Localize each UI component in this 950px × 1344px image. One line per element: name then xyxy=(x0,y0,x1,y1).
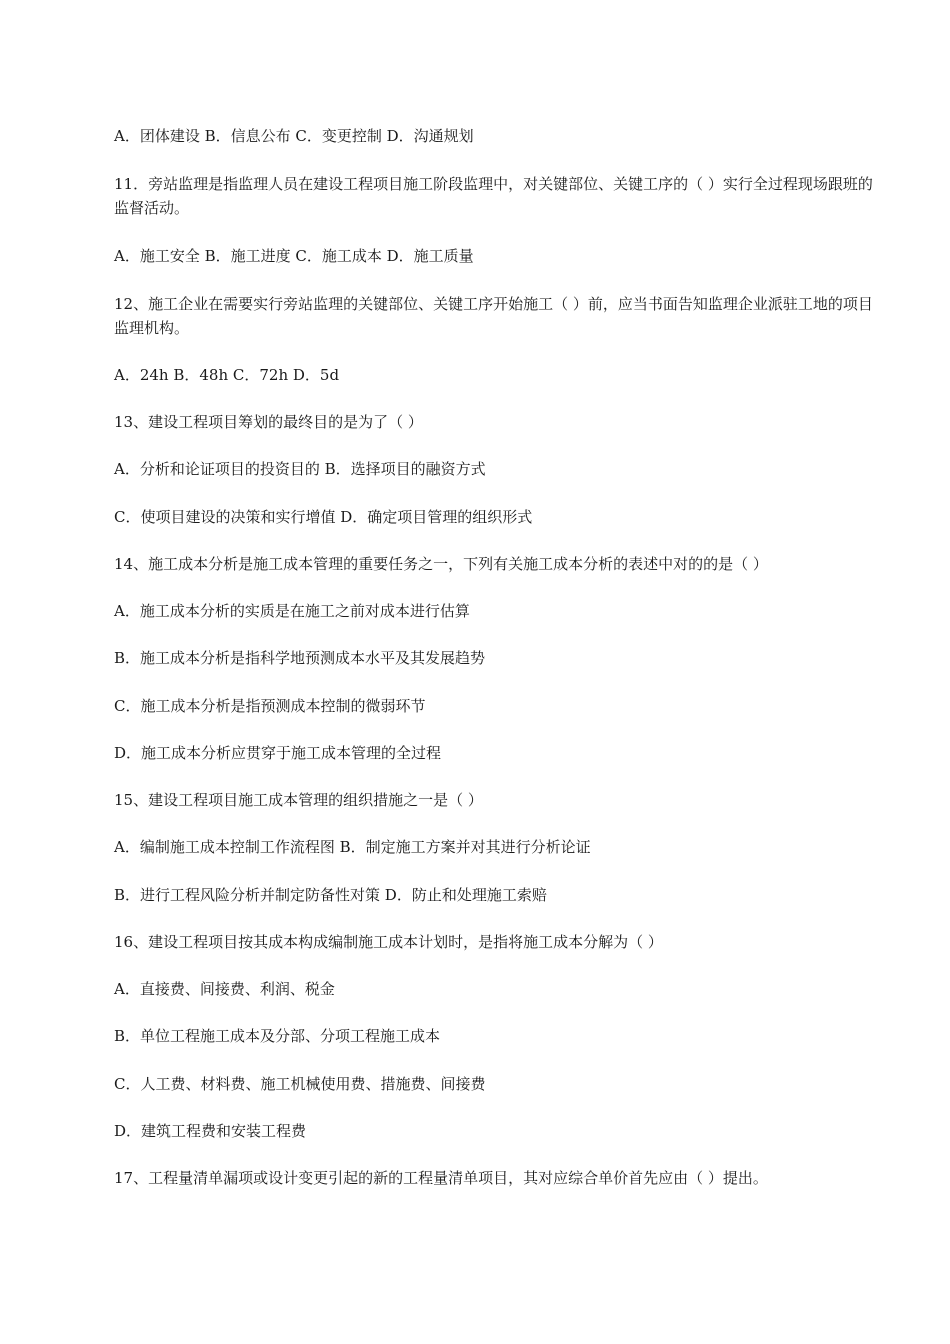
q15-stem: 15、建设工程项目施工成本管理的组织措施之一是（ ） xyxy=(114,791,483,809)
q13-stem: 13、建设工程项目筹划的最终目的是为了（ ） xyxy=(114,413,423,431)
q16-option-d: D．建筑工程费和安装工程费 xyxy=(114,1122,307,1140)
q13-options-cd: C．使项目建设的决策和实行增值 D．确定项目管理的组织形式 xyxy=(114,508,533,526)
q16-option-b: B．单位工程施工成本及分部、分项工程施工成本 xyxy=(114,1027,441,1045)
q16-option-a: A．直接费、间接费、利润、税金 xyxy=(114,980,335,998)
q14-option-c: C．施工成本分析是指预测成本控制的微弱环节 xyxy=(114,697,426,715)
q16-option-c: C．人工费、材料费、施工机械使用费、措施费、间接费 xyxy=(114,1075,486,1093)
q12-stem: 12、施工企业在需要实行旁站监理的关键部位、关键工序开始施工（ ）前，应当书面告知监理企业派驻工地的项目监理机构。 xyxy=(114,295,873,337)
q14-option-d: D．施工成本分析应贯穿于施工成本管理的全过程 xyxy=(114,744,442,762)
q15-options-ab: A．编制施工成本控制工作流程图 B．制定施工方案并对其进行分析论证 xyxy=(114,838,591,856)
q15-options-cd: B．进行工程风险分析并制定防备性对策 D．防止和处理施工索赔 xyxy=(114,886,547,904)
q11-options: A．施工安全 B．施工进度 C．施工成本 D．施工质量 xyxy=(114,247,474,265)
q12-options: A．24h B．48h C．72h D．5d xyxy=(114,366,340,384)
q17-stem: 17、工程量清单漏项或设计变更引起的新的工程量清单项目，其对应综合单价首先应由（ ）提出。 xyxy=(114,1169,768,1187)
q13-options-ab: A．分析和论证项目的投资目的 B．选择项目的融资方式 xyxy=(114,460,486,478)
q14-option-b: B．施工成本分析是指科学地预测成本水平及其发展趋势 xyxy=(114,649,486,667)
q14-stem: 14、施工成本分析是施工成本管理的重要任务之一，下列有关施工成本分析的表述中对的的是（ ） xyxy=(114,555,768,573)
q10-options: A．团体建设 B．信息公布 C．变更控制 D．沟通规划 xyxy=(114,127,474,145)
q16-stem: 16、建设工程项目按其成本构成编制施工成本计划时，是指将施工成本分解为（ ） xyxy=(114,933,663,951)
q14-option-a: A．施工成本分析的实质是在施工之前对成本进行估算 xyxy=(114,602,470,620)
q11-stem: 11．旁站监理是指监理人员在建设工程项目施工阶段监理中，对关键部位、关键工序的（ ）实行全过程现场跟班的监督活动。 xyxy=(114,175,873,217)
